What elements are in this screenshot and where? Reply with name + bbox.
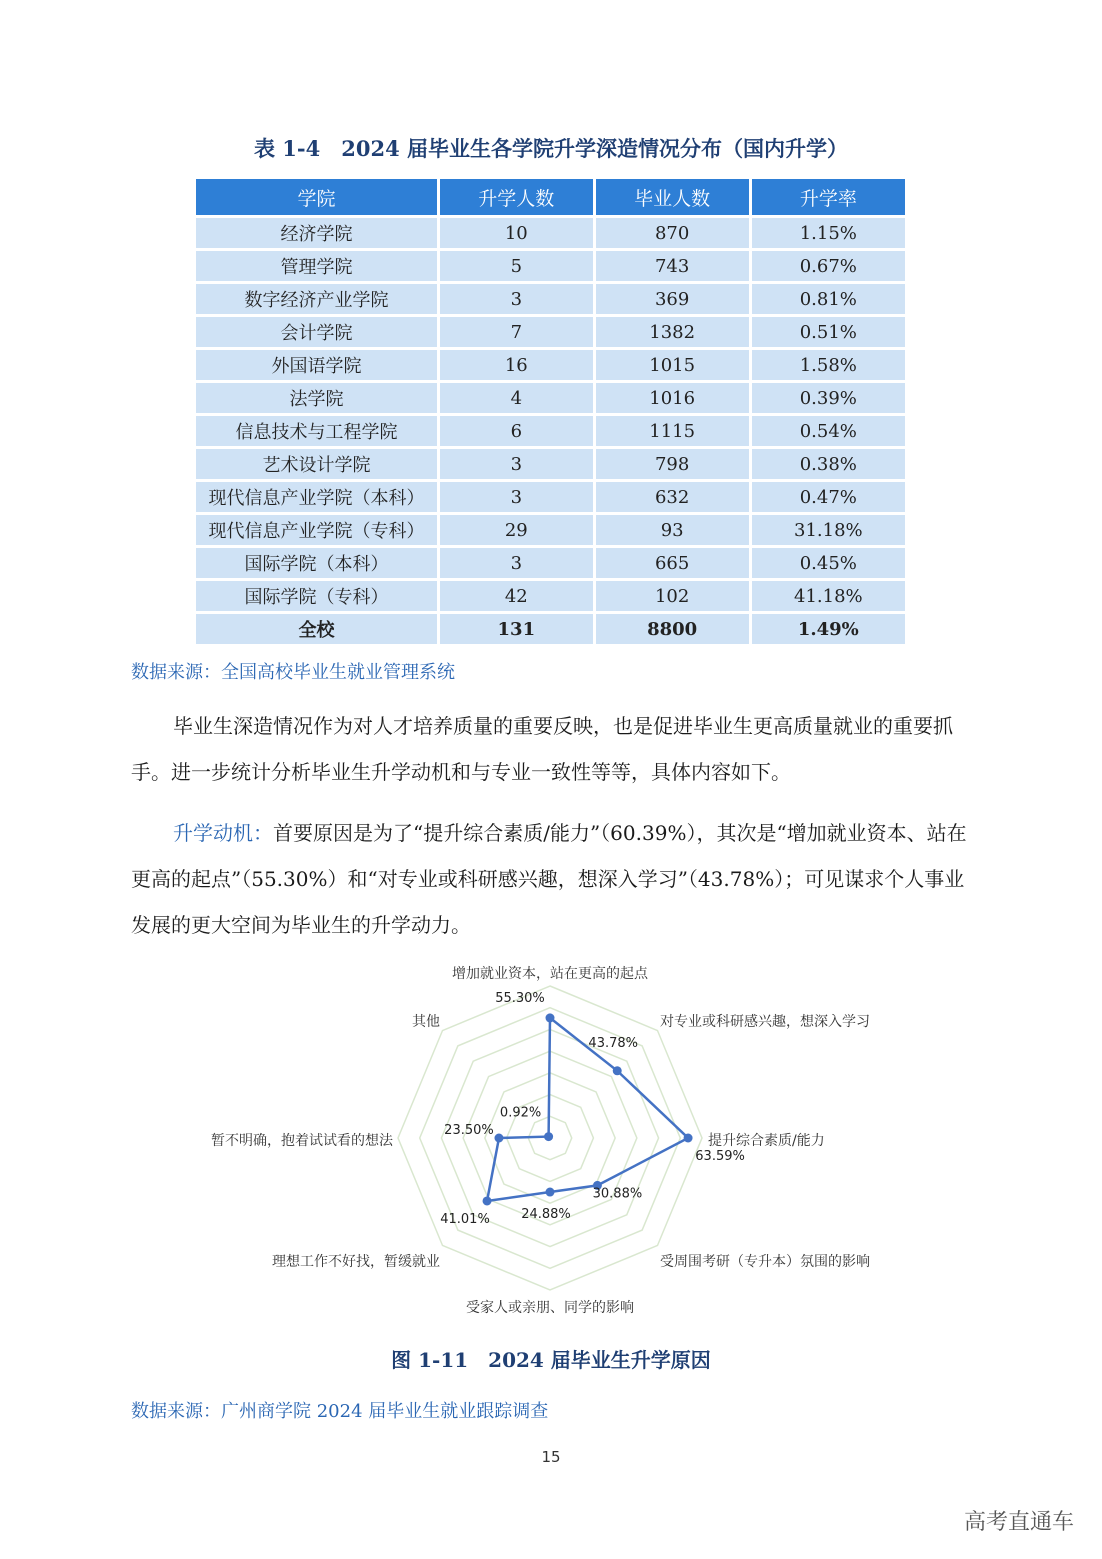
table-cell: 艺术设计学院	[196, 449, 437, 479]
table-source: 数据来源：全国高校毕业生就业管理系统	[131, 662, 455, 683]
radar-point	[544, 1132, 553, 1141]
table-cell: 1015	[596, 350, 749, 380]
table-cell: 41.18%	[752, 581, 905, 611]
table-cell: 3	[440, 284, 593, 314]
radar-category-label: 对专业或科研感兴趣，想深入学习	[660, 1014, 870, 1030]
page-number: 15	[541, 1448, 561, 1466]
table-cell: 3	[440, 482, 593, 512]
paragraph-motivation	[131, 810, 976, 948]
radar-value-label: 41.01%	[440, 1211, 490, 1227]
table-cell: 国际学院（本科）	[196, 548, 437, 578]
table-row	[196, 515, 905, 545]
table-cell: 798	[596, 449, 749, 479]
radar-category-label: 理想工作不好找，暂缓就业	[272, 1254, 440, 1270]
table-total-row	[196, 614, 905, 644]
table-cell: 0.45%	[752, 548, 905, 578]
table-cell: 4	[440, 383, 593, 413]
table-cell: 6	[440, 416, 593, 446]
table-cell: 16	[440, 350, 593, 380]
table-cell: 1115	[596, 416, 749, 446]
table-cell: 会计学院	[196, 317, 437, 347]
watermark: 高考直通车	[963, 1510, 1074, 1535]
radar-value-label: 30.88%	[592, 1186, 643, 1202]
figure-source: 数据来源：广州商学院 2024 届毕业生就业跟踪调查	[131, 1401, 549, 1422]
radar-chart	[150, 950, 950, 1330]
table-cell: 7	[440, 317, 593, 347]
table-header-cell: 升学率	[752, 179, 905, 215]
table-cell: 632	[596, 482, 749, 512]
radar-point	[494, 1134, 503, 1143]
table-cell: 0.38%	[752, 449, 905, 479]
table-cell: 国际学院（专科）	[196, 581, 437, 611]
table-cell: 870	[596, 218, 749, 248]
radar-category-label: 其他	[412, 1014, 440, 1030]
table-cell: 1.15%	[752, 218, 905, 248]
table-cell: 31.18%	[752, 515, 905, 545]
table-cell: 0.81%	[752, 284, 905, 314]
table-row	[196, 218, 905, 248]
table-cell: 法学院	[196, 383, 437, 413]
radar-category-label: 提升综合素质/能力	[708, 1133, 825, 1149]
table-cell: 743	[596, 251, 749, 281]
table-cell: 0.51%	[752, 317, 905, 347]
table-title: 表 1-4 2024 届毕业生各学院升学深造情况分布（国内升学）	[253, 136, 848, 161]
table-cell: 10	[440, 218, 593, 248]
radar-value-label: 23.50%	[444, 1123, 494, 1138]
table-row	[196, 548, 905, 578]
table-cell: 1382	[596, 317, 749, 347]
radar-point	[483, 1196, 492, 1205]
table-cell: 3	[440, 449, 593, 479]
radar-category-label: 暂不明确，抱着试试看的想法	[211, 1133, 393, 1149]
table-total-cell: 131	[440, 614, 593, 644]
table-cell: 29	[440, 515, 593, 545]
table-row	[196, 284, 905, 314]
table-cell: 外国语学院	[196, 350, 437, 380]
paragraph-intro: 毕业生深造情况作为对人才培养质量的重要反映，也是促进毕业生更高质量就业的重要抓手。进一步统计分析毕业生升学动机和与专业一致性等等，具体内容如下。	[131, 714, 953, 784]
radar-point	[546, 1013, 555, 1022]
table-row	[196, 251, 905, 281]
radar-category-label: 受家人或亲朋、同学的影响	[466, 1300, 634, 1316]
table-cell: 42	[440, 581, 593, 611]
radar-category-label: 受周围考研（专升本）氛围的影响	[660, 1254, 870, 1270]
table-total-cell: 1.49%	[752, 614, 905, 644]
table-row	[196, 449, 905, 479]
table-cell: 经济学院	[196, 218, 437, 248]
radar-value-label: 0.92%	[499, 1105, 542, 1121]
radar-point	[546, 1188, 555, 1197]
table-cell: 665	[596, 548, 749, 578]
table-header-cell: 升学人数	[440, 179, 593, 215]
table-row	[196, 383, 905, 413]
radar-category-label: 增加就业资本，站在更高的起点	[452, 966, 648, 982]
table-header-row	[196, 179, 905, 215]
table-cell: 现代信息产业学院（本科）	[196, 482, 437, 512]
table-header-cell: 学院	[196, 179, 437, 215]
table-cell: 管理学院	[196, 251, 437, 281]
table-cell: 1.58%	[752, 350, 905, 380]
figure-title: 图 1-11 2024 届毕业生升学原因	[391, 1348, 711, 1372]
table-cell: 0.67%	[752, 251, 905, 281]
table-row	[196, 317, 905, 347]
table-cell: 93	[596, 515, 749, 545]
table-cell: 102	[596, 581, 749, 611]
table-cell: 数字经济产业学院	[196, 284, 437, 314]
table-cell: 0.47%	[752, 482, 905, 512]
radar-value-label: 55.30%	[495, 990, 545, 1006]
motivation-text: 首要原因是为了“提升综合素质/能力”（60.39%），其次是“增加就业资本、站在更高的起点”（55.30%）和“对专业或科研感兴趣，想深入学习”（43.78%）；可见谋求个人事业发展的更大空间为毕业生的升学动力。	[131, 821, 967, 937]
table-total-cell: 8800	[596, 614, 749, 644]
table-header-cell: 毕业人数	[596, 179, 749, 215]
radar-point	[684, 1134, 693, 1143]
table-row	[196, 482, 905, 512]
table-row	[196, 416, 905, 446]
table-total-cell: 全校	[196, 614, 437, 644]
table-cell: 0.39%	[752, 383, 905, 413]
radar-value-label: 43.78%	[588, 1035, 639, 1051]
table-cell: 369	[596, 284, 749, 314]
college-further-study-table	[193, 176, 908, 647]
table-cell: 信息技术与工程学院	[196, 416, 437, 446]
table-cell: 3	[440, 548, 593, 578]
table-row	[196, 350, 905, 380]
radar-value-label: 63.59%	[695, 1149, 745, 1164]
table-cell: 现代信息产业学院（专科）	[196, 515, 437, 545]
radar-point	[613, 1066, 622, 1075]
motivation-label: 升学动机：	[173, 821, 273, 845]
table-cell: 5	[440, 251, 593, 281]
table-cell: 0.54%	[752, 416, 905, 446]
table-row	[196, 581, 905, 611]
table-cell: 1016	[596, 383, 749, 413]
radar-value-label: 24.88%	[521, 1207, 571, 1223]
